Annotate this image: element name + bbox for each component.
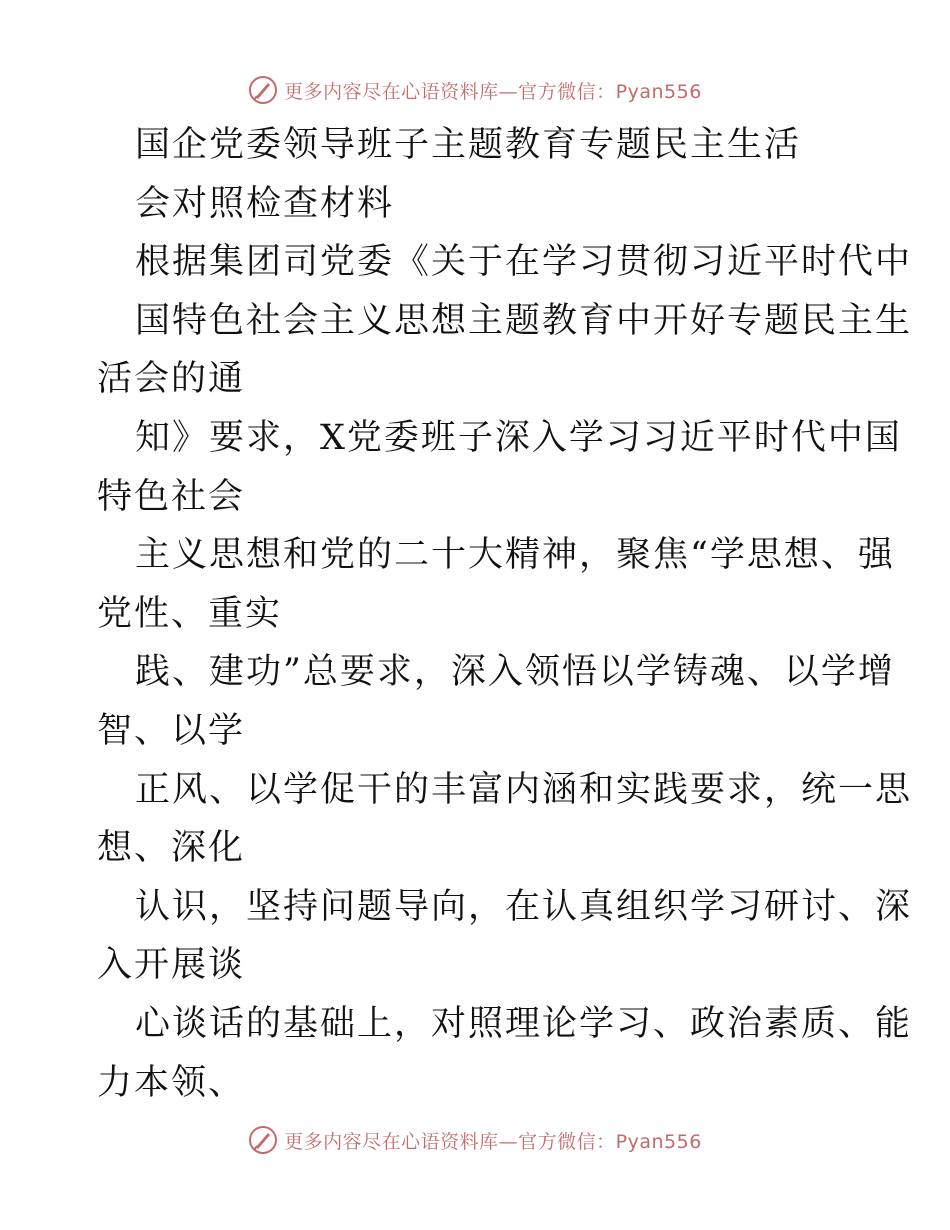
document-line: 想、深化: [97, 828, 246, 868]
document-line: 特色社会: [97, 477, 246, 517]
document-line: 知》要求，X党委班子深入学习习近平时代中国: [135, 418, 902, 458]
document-line: 入开展谈: [97, 945, 246, 985]
document-line: 国特色社会主义思想主题教育中开好专题民主生: [135, 301, 913, 341]
document-line: 主义思想和党的二十大精神，聚焦“学思想、强: [135, 535, 895, 575]
document-line: 认识，坚持问题导向，在认真组织学习研讨、深: [135, 887, 913, 927]
quill-logo-icon: [248, 75, 278, 105]
document-line: 根据集团司党委《关于在学习贯彻习近平时代中: [135, 242, 913, 282]
footer-watermark: [0, 1120, 950, 1160]
document-line: 活会的通: [97, 359, 246, 399]
watermark-text: 更多内容尽在心语资料库—官方微信：Pyan556: [284, 80, 702, 103]
document-line: 智、以学: [97, 711, 246, 751]
document-line: 党性、重实: [97, 594, 283, 634]
document-line: 力本领、: [97, 1063, 246, 1103]
quill-logo-icon: [248, 1125, 278, 1155]
header-watermark: [0, 70, 950, 110]
watermark-text: 更多内容尽在心语资料库—官方微信：Pyan556: [284, 1130, 702, 1153]
document-line: 践、建功”总要求，深入领悟以学铸魂、以学增: [135, 652, 895, 692]
document-line: 正风、以学促干的丰富内涵和实践要求，统一思: [135, 770, 913, 810]
document-line: 国企党委领导班子主题教育专题民主生活: [135, 125, 802, 165]
document-line: 心谈话的基础上，对照理论学习、政治素质、能: [135, 1004, 913, 1044]
document-line: 会对照检查材料: [135, 184, 395, 224]
